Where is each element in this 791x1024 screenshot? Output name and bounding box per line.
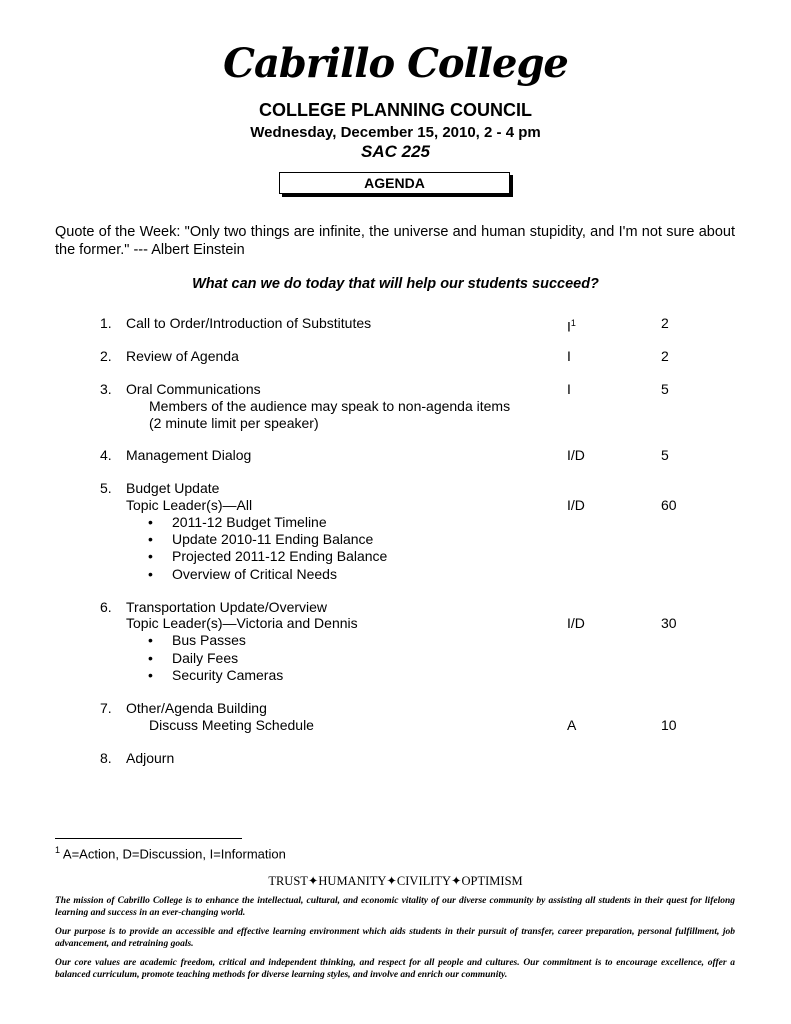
item-label: Management Dialog	[126, 447, 252, 463]
page-title: COLLEGE PLANNING COUNCIL	[259, 100, 532, 120]
item-label: Review of Agenda	[126, 348, 239, 364]
footnote-marker: 1	[570, 318, 576, 328]
bullet-icon: •	[148, 566, 153, 582]
bullet-icon: •	[148, 632, 153, 648]
footnote	[55, 845, 286, 861]
cabrillo-college-logo: Cabrillo College	[223, 40, 568, 87]
item-minutes: 2	[661, 348, 669, 364]
item-minutes: 5	[661, 381, 669, 397]
bullet-item: 2011-12 Budget Timeline	[172, 514, 327, 530]
item-minutes: 10	[661, 717, 677, 733]
item-number: 4.	[100, 447, 112, 463]
bullet-icon: •	[148, 650, 153, 666]
footnote-marker: 1	[55, 845, 61, 855]
item-label: Transportation Update/Overview	[126, 599, 328, 615]
item-number: 1.	[100, 315, 112, 331]
item-type: I	[567, 348, 571, 364]
item-type: I	[567, 381, 571, 397]
topic-leader: Topic Leader(s)—Victoria and Dennis	[126, 615, 358, 631]
mission-statement: The mission of Cabrillo College is to enhance the intellectual, cultural, and economic vitality of our diverse community by assisting all students in their quest for lifelong learning and success in an ever-changing world.	[55, 896, 735, 918]
bullet-icon: •	[148, 548, 153, 564]
item-type: I/D	[567, 615, 585, 631]
item-note: Members of the audience may speak to non-agenda items	[149, 398, 511, 414]
bullet-icon: •	[148, 514, 153, 530]
guiding-question: What can we do today that will help our students succeed?	[192, 276, 599, 292]
meeting-date: Wednesday, December 15, 2010, 2 - 4 pm	[250, 124, 541, 141]
item-number: 8.	[100, 750, 112, 766]
core-values-statement: Our core values are academic freedom, critical and independent thinking, and respect for all people and cultures. Our commitment is to encourage excellence, offer a balanced curriculum, promote teaching methods for diverse learning styles, and involve and enrich our community.	[55, 958, 735, 980]
item-note: Discuss Meeting Schedule	[149, 717, 314, 733]
item-label: Call to Order/Introduction of Substitutes	[126, 315, 372, 331]
bullet-item: Overview of Critical Needs	[172, 566, 337, 582]
item-number: 5.	[100, 480, 112, 496]
bullet-item: Projected 2011-12 Ending Balance	[172, 548, 388, 564]
item-number: 6.	[100, 599, 112, 615]
item-minutes: 2	[661, 315, 669, 331]
item-type-value: I	[567, 318, 571, 335]
item-type: A	[567, 717, 577, 733]
bullet-item: Daily Fees	[172, 650, 239, 666]
purpose-statement: Our purpose is to provide an accessible and effective learning environment which aids students in their pursuit of transfer, career preparation, personal fulfillment, job advancement, and retraining goals.	[55, 927, 735, 949]
item-type: I/D	[567, 447, 585, 463]
bullet-icon: •	[148, 667, 153, 683]
footnote-text: A=Action, D=Discussion, I=Information	[62, 846, 286, 862]
item-minutes: 60	[661, 497, 677, 513]
item-type: I/D	[567, 497, 585, 513]
item-number: 3.	[100, 381, 112, 397]
bullet-icon: •	[148, 531, 153, 547]
item-note: (2 minute limit per speaker)	[149, 415, 319, 431]
item-type	[567, 315, 576, 336]
bullet-item: Update 2010-11 Ending Balance	[172, 531, 374, 547]
item-minutes: 30	[661, 615, 677, 631]
values-line: TRUST✦HUMANITY✦CIVILITY✦OPTIMISM	[268, 874, 523, 888]
quote-of-the-week: Quote of the Week: "Only two things are infinite, the universe and human stupidity, and I'm not sure about the former." --- Albert Einstein	[55, 224, 735, 258]
item-label: Oral Communications	[126, 381, 261, 397]
bullet-item: Security Cameras	[172, 667, 284, 683]
agenda-heading: AGENDA	[279, 172, 510, 194]
topic-leader: Topic Leader(s)—All	[126, 497, 253, 513]
bullet-item: Bus Passes	[172, 632, 246, 648]
item-label: Other/Agenda Building	[126, 700, 267, 716]
item-number: 2.	[100, 348, 112, 364]
meeting-room: SAC 225	[361, 142, 430, 161]
item-minutes: 5	[661, 447, 669, 463]
item-number: 7.	[100, 700, 112, 716]
item-label: Adjourn	[126, 750, 175, 766]
item-label: Budget Update	[126, 480, 220, 496]
footnote-divider	[55, 838, 242, 839]
